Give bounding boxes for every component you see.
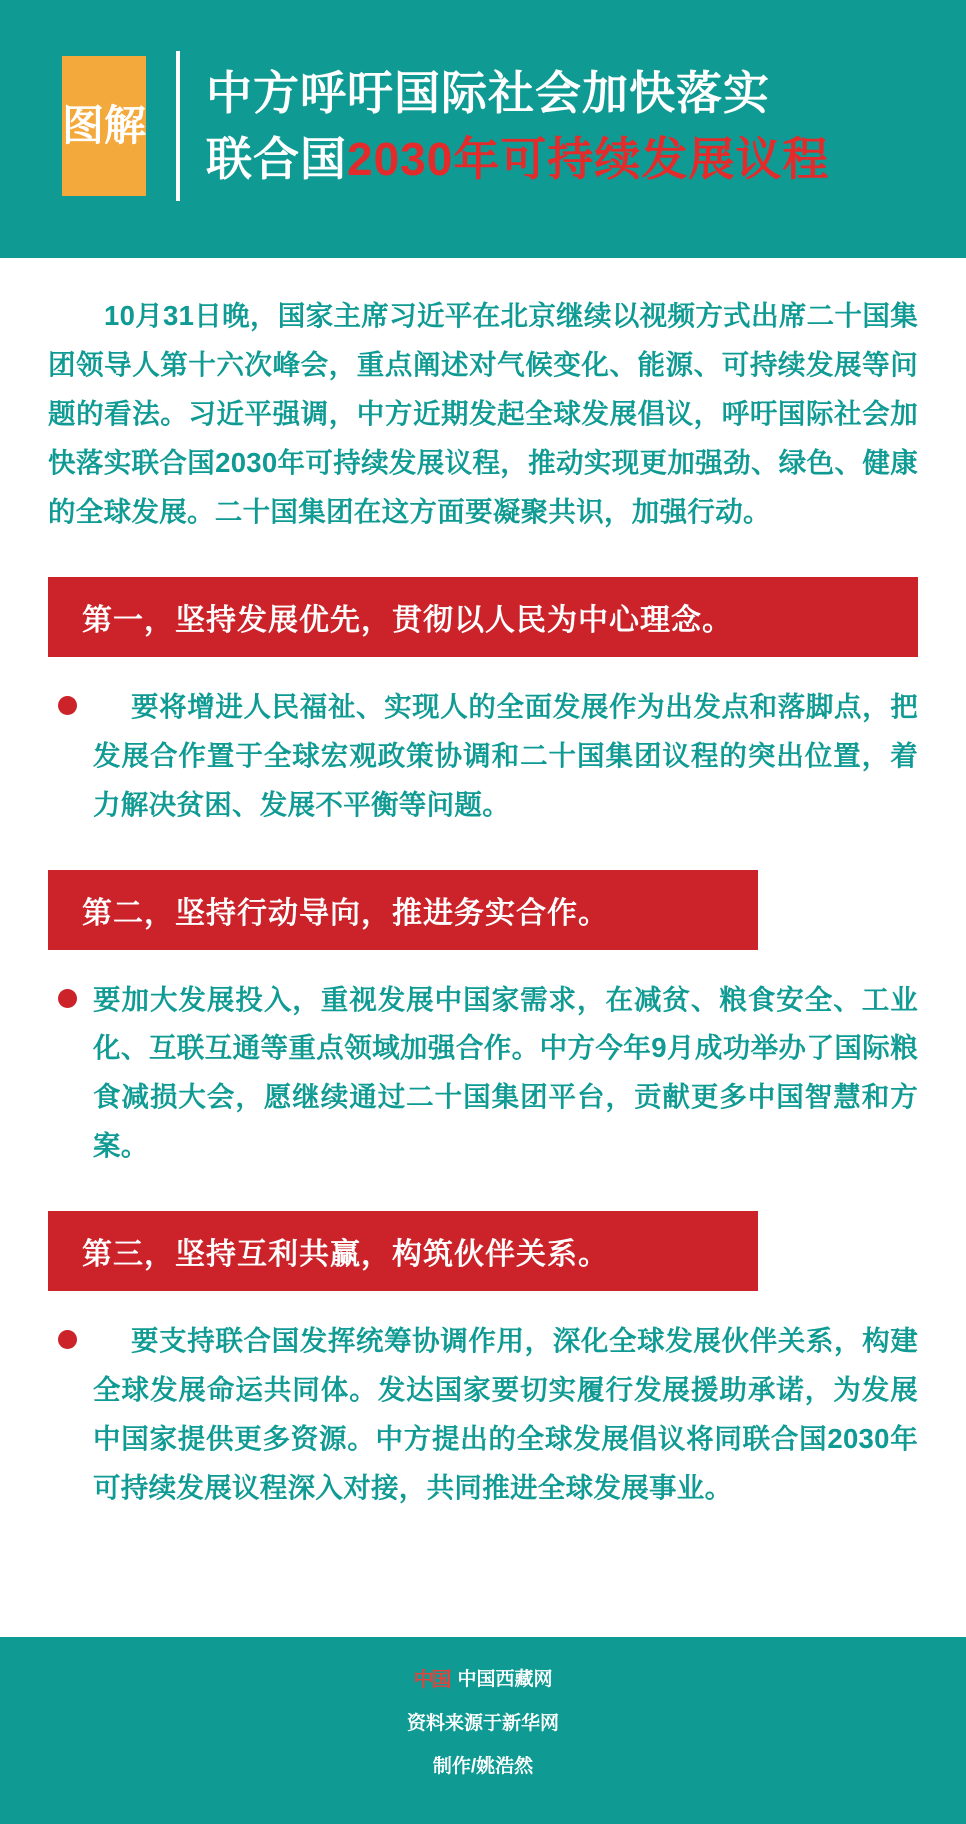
headline-line-2-prefix: 联合国 <box>206 133 347 185</box>
section-2 <box>48 870 918 1172</box>
footer-credit: 制作/姚浩然 <box>432 1756 534 1777</box>
section-1-bullet-row <box>48 683 918 830</box>
header-badge <box>62 56 146 196</box>
brand-logo-icon: 中国 <box>413 1669 450 1691</box>
bullet-dot-icon <box>58 989 77 1008</box>
section-1-bullet-text: 要将增进人民福祉、实现人的全面发展作为出发点和落脚点，把发展合作置于全球宏观政策协调和二十国集团议程的突出位置，着力解决贫困、发展不平衡等问题。 <box>93 690 918 820</box>
section-3-bullet-text: 要支持联合国发挥统筹协调作用，深化全球发展伙伴关系，构建全球发展命运共同体。发达国家要切实履行发展援助承诺，为发展中国家提供更多资源。中方提出的全球发展倡议将同联合国2030年可持续发展议程深入对接，共同推进全球发展事业。 <box>93 1325 918 1504</box>
header-divider <box>176 51 180 201</box>
section-2-bullet-text: 要加大发展投入，重视发展中国家需求，在减贫、粮食安全、工业化、互联互通等重点领域加强合作。中方今年9月成功举办了国际粮食减损大会，愿继续通过二十国集团平台，贡献更多中国智慧和方案。 <box>93 983 918 1162</box>
page-title <box>206 60 847 192</box>
footer-brand <box>0 1663 966 1692</box>
headline-line-2 <box>206 126 829 192</box>
header-badge-label: 图解 <box>62 102 147 150</box>
section-3-bullet-row <box>48 1317 918 1513</box>
section-2-title: 第二，坚持行动导向，推进务实合作。 <box>48 870 758 950</box>
bullet-dot-icon <box>58 1330 77 1349</box>
lede-paragraph: 10月31日晚，国家主席习近平在北京继续以视频方式出席二十国集团领导人第十六次峰会，重点阐述对气候变化、能源、可持续发展等问题的看法。习近平强调，中方近期发起全球发展倡议，呼吁国际社会加快落实联合国2030年可持续发展议程，推动实现更加强劲、绿色、健康的全球发展。二十国集团在这方面要凝聚共识，加强行动。 <box>48 300 918 527</box>
section-3-title: 第三，坚持互利共赢，构筑伙伴关系。 <box>48 1211 758 1291</box>
footer-banner <box>0 1637 966 1824</box>
section-3 <box>48 1211 918 1513</box>
header-banner <box>0 0 966 258</box>
section-2-bullet-row <box>48 976 918 1172</box>
section-1 <box>48 577 918 830</box>
content-body <box>0 258 966 1637</box>
headline-line-2-highlight: 2030年可持续发展议程 <box>347 133 830 185</box>
headline-line-1: 中方呼吁国际社会加快落实 <box>206 66 770 119</box>
footer-source: 资料来源于新华网 <box>406 1713 559 1734</box>
bullet-dot-icon <box>58 696 77 715</box>
footer-brand-name: 中国西藏网 <box>457 1669 553 1690</box>
section-1-title: 第一，坚持发展优先，贯彻以人民为中心理念。 <box>48 577 918 657</box>
